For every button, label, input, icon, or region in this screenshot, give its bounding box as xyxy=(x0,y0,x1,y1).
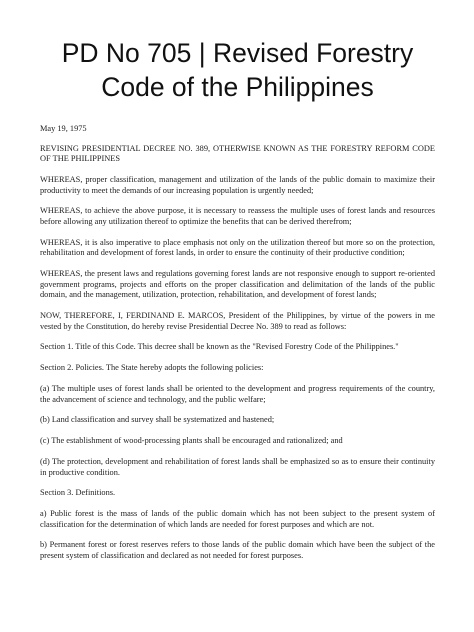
policy-a-paragraph: (a) The multiple uses of forest lands shall be oriented to the development and progress requirements of the country, the advancement of science and technology, and the public welfare; xyxy=(40,384,435,404)
section-3-paragraph: Section 3. Definitions. xyxy=(40,488,116,498)
document-body xyxy=(40,124,435,562)
decree-heading: REVISING PRESIDENTIAL DECREE NO. 389, OTHERWISE KNOWN AS THE FORESTRY REFORM CODE OF THE PHILIPPINES xyxy=(40,143,435,164)
document-title-line-2: Code of the Philippines xyxy=(101,72,374,102)
document-date: May 19, 1975 xyxy=(40,124,87,133)
document-title-line-1: PD No 705 | Revised Forestry xyxy=(61,38,414,68)
policy-b-paragraph: (b) Land classification and survey shall be systematized and hastened; xyxy=(40,415,275,425)
policy-d-paragraph: (d) The protection, development and rehabilitation of forest lands shall be emphasized so as to ensure their continuity in productive condition. xyxy=(40,456,435,477)
definition-b-paragraph: b) Permanent forest or forest reserves refers to those lands of the public domain which have been the subject of the present system of classification and declared as not needed for forest purposes. xyxy=(40,540,435,561)
whereas-paragraph-2: WHEREAS, to achieve the above purpose, it is necessary to reassess the multiple uses of forest lands and resources before allowing any utilization thereof to optimize the benefits that can be derived therefrom; xyxy=(40,206,435,226)
definition-a-paragraph: a) Public forest is the mass of lands of the public domain which has not been subject to the present system of classification for the determination of which lands are needed for forest purposes and which are not. xyxy=(40,509,435,529)
section-2-paragraph: Section 2. Policies. The State hereby adopts the following policies: xyxy=(40,363,264,373)
document-title xyxy=(40,36,435,104)
whereas-paragraph-4: WHEREAS, the present laws and regulations governing forest lands are not responsive enough to support re-oriented government programs, projects and efforts on the proper classification and delimitation of the lands of the public domain, and the management, utilization, protection, rehabilitation, and development of forest lands; xyxy=(40,269,435,300)
section-1-paragraph: Section 1. Title of this Code. This decree shall be known as the "Revised Forestry Code of the Philippines." xyxy=(40,342,399,352)
policy-c-paragraph: (c) The establishment of wood-processing plants shall be encouraged and rationalized; and xyxy=(40,436,343,446)
now-therefore-paragraph: NOW, THEREFORE, I, FERDINAND E. MARCOS, President of the Philippines, by virtue of the powers in me vested by the Constitution, do hereby revise Presidential Decree No. 389 to read as follows: xyxy=(40,311,435,331)
whereas-paragraph-3: WHEREAS, it is also imperative to place emphasis not only on the utilization thereof but more so on the protection, rehabilitation and development of forest lands, in order to ensure the continuity of their productive condition; xyxy=(40,237,435,258)
whereas-paragraph-1: WHEREAS, proper classification, management and utilization of the lands of the public domain to maximize their productivity to meet the demands of our increasing population is urgently needed; xyxy=(40,174,435,195)
